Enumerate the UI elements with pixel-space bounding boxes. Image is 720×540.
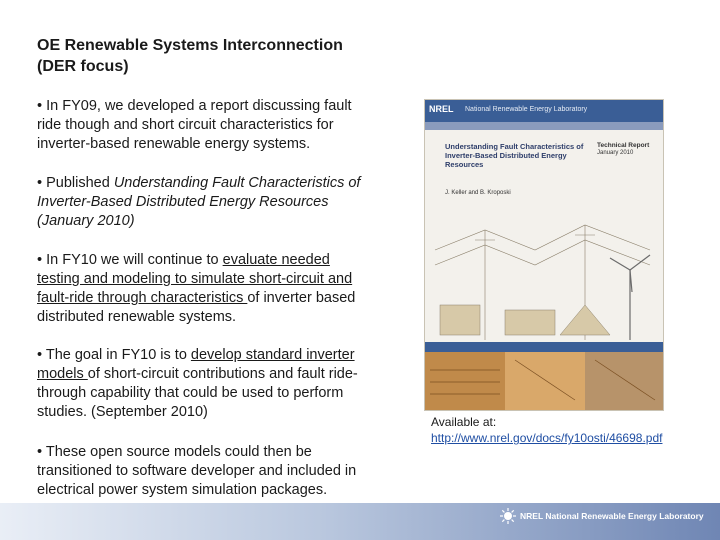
underlined-text: testing and modeling to simulate short-circuit and [37,271,353,287]
report-date-italic: (January 2010) [37,213,135,229]
cover-illustration [425,210,663,410]
bullet-text: studies. (September 2010) [37,404,208,420]
cover-title: Understanding Fault Characteristics of Inverter-Based Distributed Energy Resources [445,142,584,169]
report-title-italic: Inverter-Based Distributed Energy Resources [37,194,329,210]
bullet-text: inverter-based renewable energy systems. [37,136,311,152]
cover-lab-name: National Renewable Energy Laboratory [465,106,588,113]
bullet-text: • In FY09, we developed a report discussing fault [37,98,352,114]
bullet-fy09-report [37,97,397,154]
bullet-text: • These open source models could then be [37,444,312,460]
bullet-text: of short-circuit contributions and fault ride- [87,366,358,382]
availability-note [431,414,662,446]
bullet-text: through capability that could be used to perform [37,385,344,401]
footer-nrel-text [520,511,704,521]
bullet-text: • Published [37,175,114,191]
bullet-text: of inverter based [247,290,356,306]
slide-title-line-1: OE Renewable Systems Interconnection [37,37,343,54]
bullet-fy10-continue [37,251,397,327]
underlined-text: evaluate needed [222,252,330,268]
underlined-text: fault-ride through characteristics [37,290,248,306]
bullet-text: distributed renewable systems. [37,309,237,325]
bullet-text: • In FY10 we will continue to [37,252,223,268]
footer-logo [500,506,704,526]
underlined-text: models [37,366,88,382]
bullet-text: • The goal in FY10 is to [37,347,191,363]
bullet-open-source [37,443,397,500]
report-link[interactable]: http://www.nrel.gov/docs/fy10osti/46698.pdf [431,431,663,445]
cover-date: January 2010 [597,150,634,156]
underlined-text: develop standard inverter [190,347,355,363]
slide-title-line-2: (DER focus) [37,58,129,75]
footer-logo-text: NREL [520,511,543,521]
cover-report-type: Technical Report [597,142,650,149]
cover-subbanner [425,122,663,130]
bullet-text: electrical power system simulation packages. [37,482,328,498]
report-cover-image [424,99,664,411]
bullet-text: ride though and short circuit characteristics for [37,117,334,133]
footer-lab-name: National Renewable Energy Laboratory [545,511,704,521]
cover-authors: J. Keller and B. Kroposki [445,190,511,196]
bullet-text: transitioned to software developer and included in [37,463,357,479]
cover-report-info [597,142,659,157]
bullet-published [37,174,397,231]
nrel-logo: NREL [429,104,454,114]
bullet-fy10-goal [37,346,397,422]
nrel-sun-icon [500,508,516,524]
slide-title [37,35,417,77]
available-label: Available at: [431,415,497,429]
report-title-italic: Understanding Fault Characteristics of [113,175,361,191]
